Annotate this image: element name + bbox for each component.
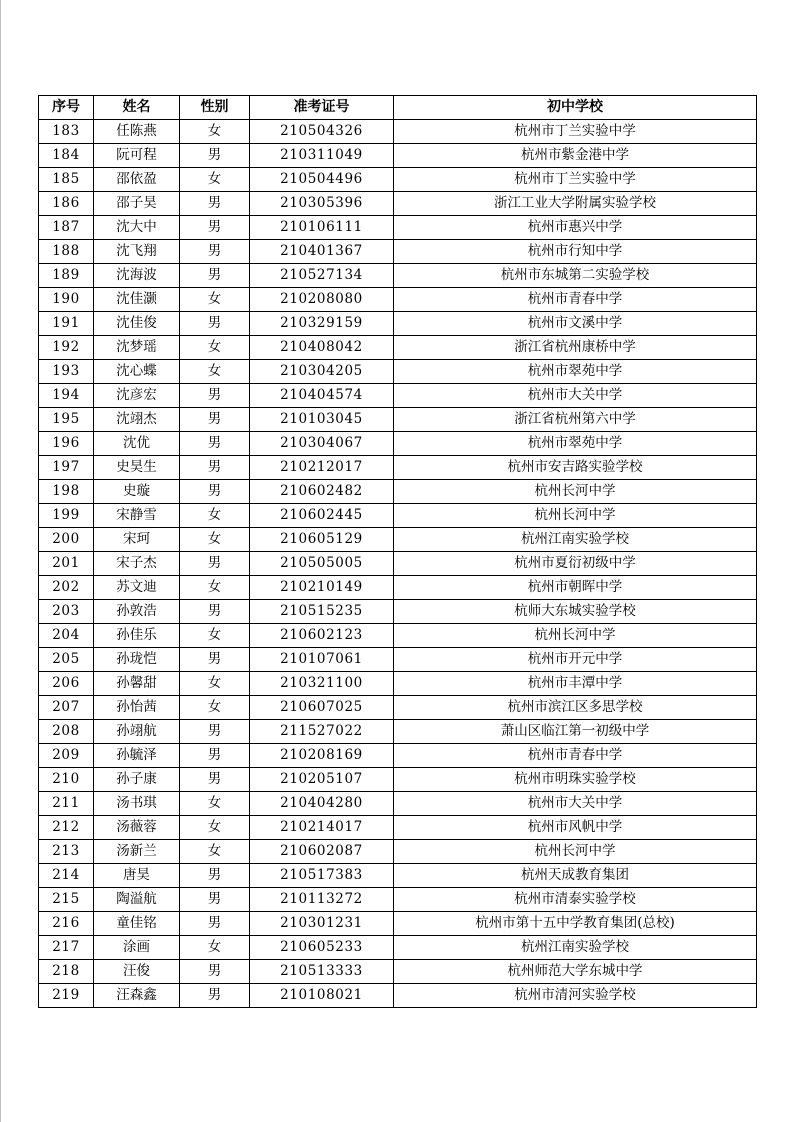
cell-gender: 女 (180, 696, 250, 720)
cell-index: 204 (39, 624, 94, 648)
cell-index: 193 (39, 360, 94, 384)
cell-index: 217 (39, 936, 94, 960)
cell-middle-school: 杭州市惠兴中学 (394, 216, 757, 240)
cell-middle-school: 杭州江南实验学校 (394, 936, 757, 960)
cell-gender: 男 (180, 960, 250, 984)
table-row (39, 480, 757, 504)
cell-exam-number: 210527134 (250, 264, 394, 288)
cell-middle-school: 杭州师范大学东城中学 (394, 960, 757, 984)
cell-exam-number: 210304067 (250, 432, 394, 456)
table-row (39, 888, 757, 912)
cell-gender: 女 (180, 504, 250, 528)
cell-exam-number: 210504326 (250, 120, 394, 144)
cell-gender: 女 (180, 336, 250, 360)
cell-index: 196 (39, 432, 94, 456)
table-row (39, 672, 757, 696)
cell-name: 宋静雪 (94, 504, 180, 528)
cell-index: 197 (39, 456, 94, 480)
cell-exam-number: 210311049 (250, 144, 394, 168)
cell-index: 192 (39, 336, 94, 360)
table-row (39, 288, 757, 312)
cell-name: 陶溢航 (94, 888, 180, 912)
cell-name: 孙馨甜 (94, 672, 180, 696)
table-row (39, 912, 757, 936)
cell-name: 汤新兰 (94, 840, 180, 864)
cell-exam-number: 210602123 (250, 624, 394, 648)
student-roster-table (38, 95, 757, 1008)
table-row (39, 504, 757, 528)
cell-middle-school: 杭州市第十五中学教育集团(总校) (394, 912, 757, 936)
cell-gender: 男 (180, 600, 250, 624)
header-exam-number: 准考证号 (250, 96, 394, 120)
cell-index: 218 (39, 960, 94, 984)
cell-middle-school: 杭州市开元中学 (394, 648, 757, 672)
table-row (39, 600, 757, 624)
table-row (39, 336, 757, 360)
cell-index: 184 (39, 144, 94, 168)
cell-index: 187 (39, 216, 94, 240)
cell-gender: 男 (180, 984, 250, 1008)
cell-index: 201 (39, 552, 94, 576)
table-row (39, 456, 757, 480)
cell-name: 沈翊杰 (94, 408, 180, 432)
cell-name: 汪俊 (94, 960, 180, 984)
cell-gender: 男 (180, 720, 250, 744)
cell-index: 206 (39, 672, 94, 696)
cell-exam-number: 210505005 (250, 552, 394, 576)
cell-exam-number: 210605129 (250, 528, 394, 552)
cell-exam-number: 210504496 (250, 168, 394, 192)
cell-middle-school: 杭州长河中学 (394, 480, 757, 504)
cell-name: 唐昊 (94, 864, 180, 888)
cell-middle-school: 浙江省杭州康桥中学 (394, 336, 757, 360)
table-row (39, 552, 757, 576)
cell-middle-school: 杭州市滨江区多思学校 (394, 696, 757, 720)
cell-exam-number: 210107061 (250, 648, 394, 672)
cell-middle-school: 杭州市青春中学 (394, 288, 757, 312)
table-row (39, 216, 757, 240)
cell-exam-number: 210208080 (250, 288, 394, 312)
cell-gender: 女 (180, 576, 250, 600)
table-row (39, 840, 757, 864)
table-row (39, 792, 757, 816)
header-index: 序号 (39, 96, 94, 120)
cell-name: 孙怡茜 (94, 696, 180, 720)
cell-index: 211 (39, 792, 94, 816)
cell-exam-number: 210304205 (250, 360, 394, 384)
cell-exam-number: 210301231 (250, 912, 394, 936)
cell-name: 沈心蝶 (94, 360, 180, 384)
cell-middle-school: 杭州市朝晖中学 (394, 576, 757, 600)
cell-middle-school: 杭州市翠苑中学 (394, 432, 757, 456)
cell-exam-number: 210602087 (250, 840, 394, 864)
cell-gender: 女 (180, 288, 250, 312)
cell-exam-number: 211527022 (250, 720, 394, 744)
table-row (39, 144, 757, 168)
cell-gender: 男 (180, 552, 250, 576)
cell-name: 汤书琪 (94, 792, 180, 816)
cell-middle-school: 杭州市文溪中学 (394, 312, 757, 336)
cell-exam-number: 210517383 (250, 864, 394, 888)
cell-index: 189 (39, 264, 94, 288)
cell-name: 孙敦浩 (94, 600, 180, 624)
cell-exam-number: 210103045 (250, 408, 394, 432)
table-row (39, 264, 757, 288)
cell-middle-school: 杭州市大关中学 (394, 384, 757, 408)
cell-exam-number: 210605233 (250, 936, 394, 960)
cell-middle-school: 杭州市丰潭中学 (394, 672, 757, 696)
cell-middle-school: 杭州市风帆中学 (394, 816, 757, 840)
cell-index: 190 (39, 288, 94, 312)
cell-gender: 男 (180, 312, 250, 336)
cell-middle-school: 杭州天成教育集团 (394, 864, 757, 888)
cell-middle-school: 浙江工业大学附属实验学校 (394, 192, 757, 216)
table-row (39, 984, 757, 1008)
cell-exam-number: 210208169 (250, 744, 394, 768)
table-row (39, 168, 757, 192)
cell-name: 沈梦瑶 (94, 336, 180, 360)
cell-middle-school: 杭州江南实验学校 (394, 528, 757, 552)
cell-gender: 女 (180, 840, 250, 864)
cell-middle-school: 杭州市明珠实验学校 (394, 768, 757, 792)
cell-gender: 女 (180, 936, 250, 960)
cell-middle-school: 杭州市大关中学 (394, 792, 757, 816)
cell-gender: 男 (180, 864, 250, 888)
cell-index: 207 (39, 696, 94, 720)
cell-middle-school: 杭州市安吉路实验学校 (394, 456, 757, 480)
cell-name: 沈飞翔 (94, 240, 180, 264)
cell-index: 198 (39, 480, 94, 504)
cell-gender: 女 (180, 120, 250, 144)
table-header-row (39, 96, 757, 120)
cell-gender: 男 (180, 768, 250, 792)
cell-name: 邵子昊 (94, 192, 180, 216)
cell-name: 沈海波 (94, 264, 180, 288)
cell-middle-school: 杭州市夏衍初级中学 (394, 552, 757, 576)
cell-name: 史璇 (94, 480, 180, 504)
cell-exam-number: 210515235 (250, 600, 394, 624)
cell-index: 194 (39, 384, 94, 408)
cell-exam-number: 210210149 (250, 576, 394, 600)
table-row (39, 648, 757, 672)
cell-gender: 男 (180, 144, 250, 168)
cell-gender: 男 (180, 912, 250, 936)
header-name: 姓名 (94, 96, 180, 120)
cell-exam-number: 210321100 (250, 672, 394, 696)
cell-middle-school: 杭州市清泰实验学校 (394, 888, 757, 912)
cell-gender: 女 (180, 672, 250, 696)
cell-gender: 女 (180, 168, 250, 192)
cell-middle-school: 杭州市东城第二实验学校 (394, 264, 757, 288)
table-row (39, 816, 757, 840)
cell-index: 213 (39, 840, 94, 864)
table-row (39, 360, 757, 384)
cell-name: 沈大中 (94, 216, 180, 240)
table-body (39, 120, 757, 1008)
cell-name: 宋珂 (94, 528, 180, 552)
cell-gender: 男 (180, 432, 250, 456)
cell-exam-number: 210108021 (250, 984, 394, 1008)
cell-name: 孙翊航 (94, 720, 180, 744)
cell-gender: 女 (180, 624, 250, 648)
cell-exam-number: 210602482 (250, 480, 394, 504)
table-row (39, 864, 757, 888)
cell-exam-number: 210404280 (250, 792, 394, 816)
cell-gender: 男 (180, 648, 250, 672)
cell-middle-school: 杭师大东城实验学校 (394, 600, 757, 624)
cell-gender: 男 (180, 384, 250, 408)
cell-middle-school: 杭州长河中学 (394, 840, 757, 864)
cell-exam-number: 210401367 (250, 240, 394, 264)
table-row (39, 768, 757, 792)
cell-middle-school: 杭州市紫金港中学 (394, 144, 757, 168)
cell-index: 209 (39, 744, 94, 768)
table-row (39, 696, 757, 720)
cell-exam-number: 210212017 (250, 456, 394, 480)
cell-exam-number: 210113272 (250, 888, 394, 912)
cell-name: 宋子杰 (94, 552, 180, 576)
cell-index: 219 (39, 984, 94, 1008)
table-row (39, 576, 757, 600)
cell-exam-number: 210214017 (250, 816, 394, 840)
cell-name: 孙毓泽 (94, 744, 180, 768)
table-row (39, 408, 757, 432)
cell-gender: 女 (180, 816, 250, 840)
cell-gender: 男 (180, 480, 250, 504)
cell-name: 沈优 (94, 432, 180, 456)
cell-index: 185 (39, 168, 94, 192)
cell-gender: 男 (180, 744, 250, 768)
cell-index: 215 (39, 888, 94, 912)
cell-middle-school: 杭州市丁兰实验中学 (394, 168, 757, 192)
cell-index: 210 (39, 768, 94, 792)
cell-exam-number: 210404574 (250, 384, 394, 408)
table-row (39, 720, 757, 744)
cell-index: 208 (39, 720, 94, 744)
page-edge-line (0, 0, 1, 1122)
cell-index: 212 (39, 816, 94, 840)
cell-index: 186 (39, 192, 94, 216)
cell-gender: 女 (180, 528, 250, 552)
cell-name: 汪森鑫 (94, 984, 180, 1008)
cell-index: 199 (39, 504, 94, 528)
cell-exam-number: 210205107 (250, 768, 394, 792)
cell-gender: 男 (180, 216, 250, 240)
table-row (39, 240, 757, 264)
cell-exam-number: 210513333 (250, 960, 394, 984)
cell-gender: 男 (180, 240, 250, 264)
cell-name: 任陈燕 (94, 120, 180, 144)
table-row (39, 432, 757, 456)
cell-name: 童佳铭 (94, 912, 180, 936)
cell-gender: 男 (180, 888, 250, 912)
cell-index: 203 (39, 600, 94, 624)
cell-name: 苏文迪 (94, 576, 180, 600)
cell-index: 200 (39, 528, 94, 552)
cell-exam-number: 210602445 (250, 504, 394, 528)
cell-middle-school: 杭州市行知中学 (394, 240, 757, 264)
cell-middle-school: 杭州市青春中学 (394, 744, 757, 768)
cell-gender: 女 (180, 792, 250, 816)
cell-index: 216 (39, 912, 94, 936)
cell-name: 沈佳俊 (94, 312, 180, 336)
cell-middle-school: 杭州市丁兰实验中学 (394, 120, 757, 144)
cell-name: 阮可程 (94, 144, 180, 168)
cell-name: 沈佳灏 (94, 288, 180, 312)
table-row (39, 960, 757, 984)
cell-name: 汤薇蓉 (94, 816, 180, 840)
cell-gender: 男 (180, 408, 250, 432)
header-middle-school: 初中学校 (394, 96, 757, 120)
table-row (39, 624, 757, 648)
cell-gender: 男 (180, 192, 250, 216)
cell-gender: 男 (180, 456, 250, 480)
cell-index: 205 (39, 648, 94, 672)
cell-index: 191 (39, 312, 94, 336)
cell-exam-number: 210329159 (250, 312, 394, 336)
cell-exam-number: 210305396 (250, 192, 394, 216)
cell-name: 史昊生 (94, 456, 180, 480)
table-row (39, 120, 757, 144)
cell-gender: 男 (180, 264, 250, 288)
cell-name: 涂画 (94, 936, 180, 960)
cell-middle-school: 杭州市清河实验学校 (394, 984, 757, 1008)
cell-name: 孙佳乐 (94, 624, 180, 648)
cell-middle-school: 杭州长河中学 (394, 504, 757, 528)
cell-index: 188 (39, 240, 94, 264)
cell-index: 202 (39, 576, 94, 600)
cell-middle-school: 杭州长河中学 (394, 624, 757, 648)
cell-middle-school: 萧山区临江第一初级中学 (394, 720, 757, 744)
cell-middle-school: 浙江省杭州第六中学 (394, 408, 757, 432)
cell-name: 孙子康 (94, 768, 180, 792)
header-gender: 性别 (180, 96, 250, 120)
cell-gender: 女 (180, 360, 250, 384)
cell-middle-school: 杭州市翠苑中学 (394, 360, 757, 384)
cell-exam-number: 210607025 (250, 696, 394, 720)
table-row (39, 744, 757, 768)
cell-name: 孙珑恺 (94, 648, 180, 672)
table-row (39, 192, 757, 216)
cell-exam-number: 210408042 (250, 336, 394, 360)
table-row (39, 528, 757, 552)
cell-index: 195 (39, 408, 94, 432)
cell-name: 邵依盈 (94, 168, 180, 192)
cell-index: 214 (39, 864, 94, 888)
cell-exam-number: 210106111 (250, 216, 394, 240)
table-row (39, 312, 757, 336)
table-row (39, 384, 757, 408)
table-row (39, 936, 757, 960)
cell-name: 沈彦宏 (94, 384, 180, 408)
cell-index: 183 (39, 120, 94, 144)
